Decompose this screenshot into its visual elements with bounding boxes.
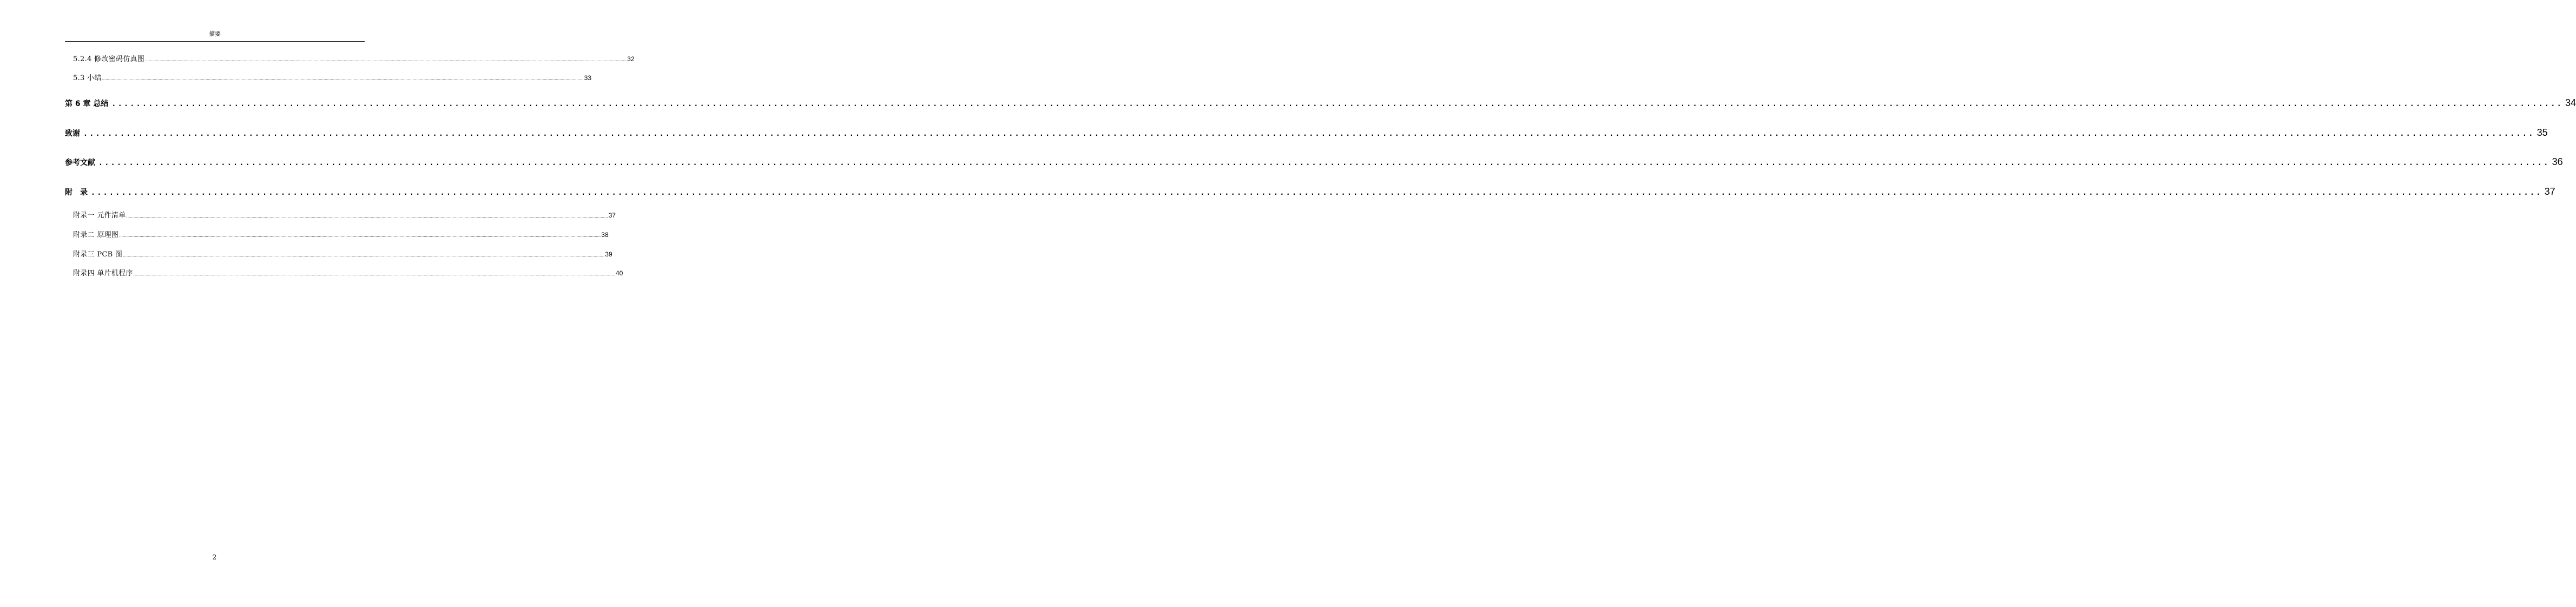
- toc-entry-label: 5.3 小结: [73, 74, 102, 82]
- toc-entry-page: 37: [2544, 186, 2555, 197]
- toc-entry-appendix-4[interactable]: [73, 268, 623, 279]
- toc-entry-label: 5.2.4 修改密码仿真图: [73, 55, 145, 63]
- toc-entry-appendix-3[interactable]: [73, 249, 612, 260]
- toc-entry-page: 38: [601, 231, 609, 239]
- toc-entry-appendix-2[interactable]: [73, 230, 609, 241]
- dot-leader: ................................................................................................................................................................................................................................................................................................................................................................................................................: [98, 159, 2550, 167]
- dot-leader: ................................................................................................................................................................................................................................................................................................................................................................................................................: [102, 77, 584, 81]
- toc-entry-5-3[interactable]: [73, 73, 592, 84]
- dot-leader: ................................................................................................................................................................................................................................................................................................................................................................................................................: [123, 253, 605, 258]
- toc-entry-page: 33: [584, 74, 592, 82]
- toc-entry-chapter-6[interactable]: [65, 97, 2576, 110]
- toc-entry-page: 34: [2565, 97, 2576, 108]
- toc-entry-5-2-4[interactable]: [73, 54, 635, 65]
- toc-entry-label: 致谢: [65, 129, 80, 138]
- toc-entry-label: 附录一 元件清单: [73, 212, 126, 220]
- toc-entry-appendix-1[interactable]: [73, 210, 616, 221]
- dot-leader: ................................................................................................................................................................................................................................................................................................................................................................................................................: [126, 214, 608, 219]
- toc-entry-page: 35: [2537, 127, 2548, 138]
- toc-entry-references[interactable]: [65, 156, 2563, 169]
- toc-entry-page: 37: [608, 212, 616, 219]
- dot-leader: ................................................................................................................................................................................................................................................................................................................................................................................................................: [119, 234, 601, 238]
- toc-entry-label: 附 录: [65, 188, 88, 197]
- toc-entry-page: 32: [627, 55, 635, 63]
- toc-entry-page: 36: [2552, 156, 2563, 167]
- dot-leader: ................................................................................................................................................................................................................................................................................................................................................................................................................: [83, 130, 2535, 138]
- dot-leader: ................................................................................................................................................................................................................................................................................................................................................................................................................: [145, 58, 627, 62]
- toc-entry-label: 参考文献: [65, 159, 95, 167]
- dot-leader: ................................................................................................................................................................................................................................................................................................................................................................................................................: [133, 272, 615, 276]
- toc-entry-label: 第 6 章 总结: [65, 100, 109, 108]
- header-rule: [65, 41, 365, 42]
- toc-entry-label: 附录二 原理图: [73, 231, 119, 239]
- dot-leader: ................................................................................................................................................................................................................................................................................................................................................................................................................: [111, 100, 2564, 108]
- toc-entry-page: 39: [605, 250, 612, 258]
- toc-entry-label: 附录四 单片机程序: [73, 269, 133, 278]
- running-header: 摘要: [209, 30, 221, 37]
- page-number: 2: [212, 553, 217, 561]
- toc-entry-appendix[interactable]: [65, 186, 2555, 199]
- toc-entry-page: 40: [615, 269, 623, 277]
- dot-leader: ................................................................................................................................................................................................................................................................................................................................................................................................................: [91, 189, 2542, 197]
- toc-entry-label: 附录三 PCB 图: [73, 250, 123, 259]
- toc-entry-acknowledgements[interactable]: [65, 127, 2548, 140]
